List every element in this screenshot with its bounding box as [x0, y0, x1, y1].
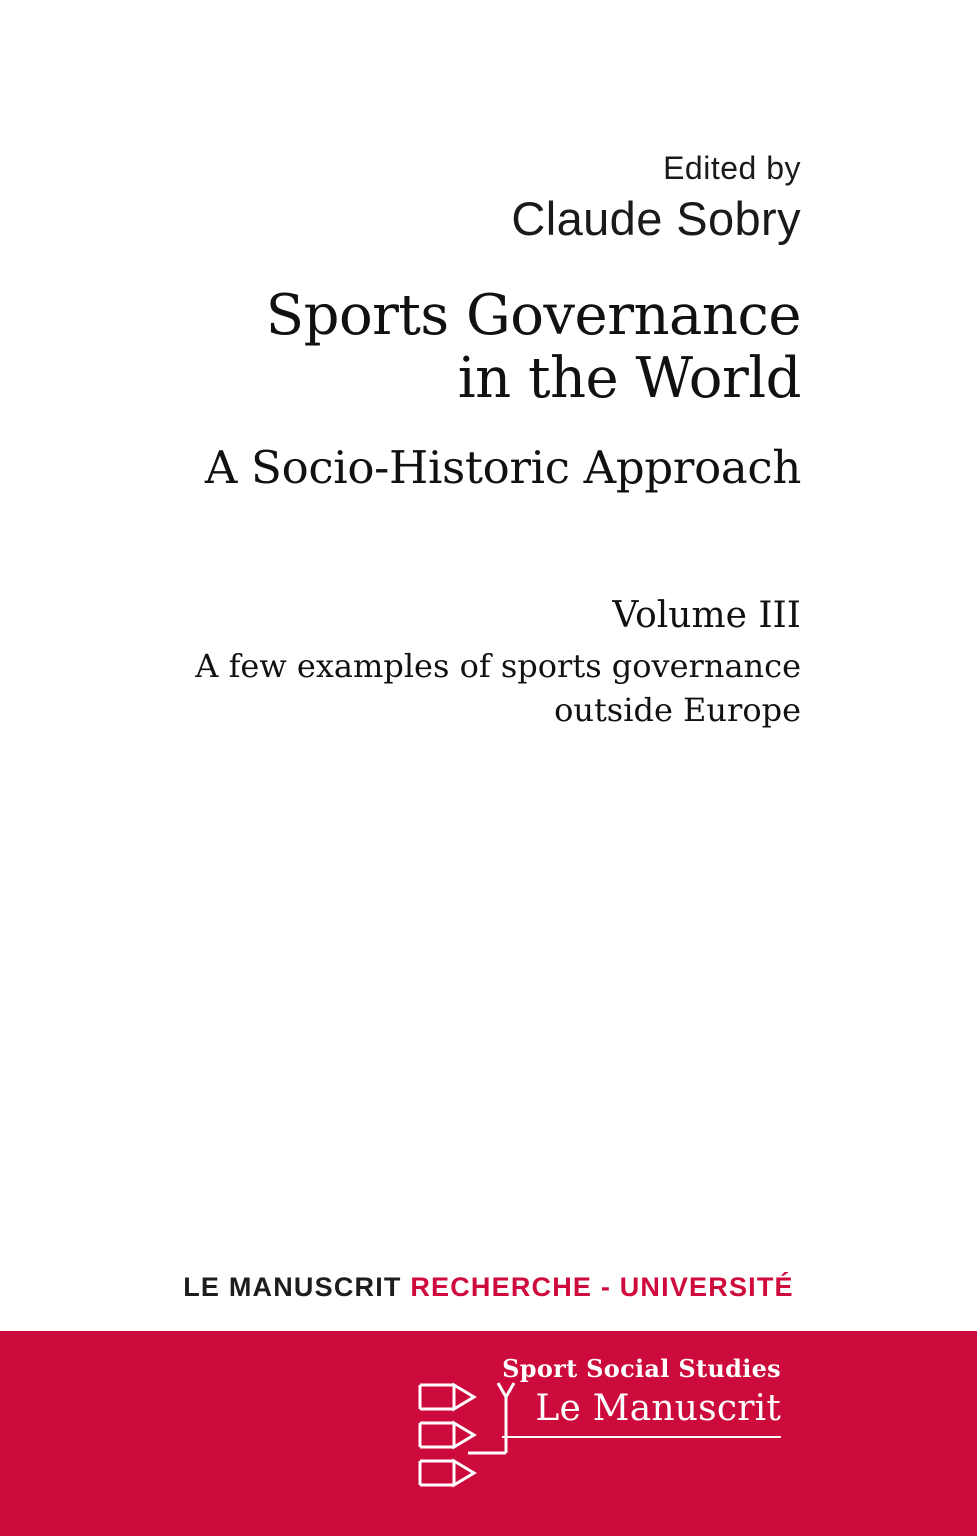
publisher-collection-line — [0, 1272, 977, 1303]
edited-by-label: Edited by — [663, 150, 801, 186]
publisher-collection: RECHERCHE - UNIVERSITÉ — [410, 1272, 794, 1302]
volume-description-line-2: outside Europe — [554, 690, 801, 729]
volume-number: Volume III — [612, 594, 801, 636]
volume-description — [176, 644, 801, 732]
editor-name: Claude Sobry — [511, 191, 801, 245]
book-title — [176, 285, 801, 410]
publisher-separator-space — [402, 1272, 411, 1302]
cover-text-block — [0, 0, 977, 732]
footer-red-band — [0, 1331, 977, 1536]
series-name: Sport Social Studies — [502, 1354, 781, 1383]
book-title-line-1: Sports Governance — [265, 283, 801, 349]
book-title-line-2: in the World — [457, 345, 801, 411]
publisher-name: LE MANUSCRIT — [183, 1272, 402, 1302]
book-subtitle: A Socio-Historic Approach — [204, 440, 801, 494]
volume-description-line-1: A few examples of sports governance — [195, 646, 801, 685]
imprint-name: Le Manuscrit — [502, 1386, 781, 1438]
imprint-block — [502, 1355, 781, 1438]
